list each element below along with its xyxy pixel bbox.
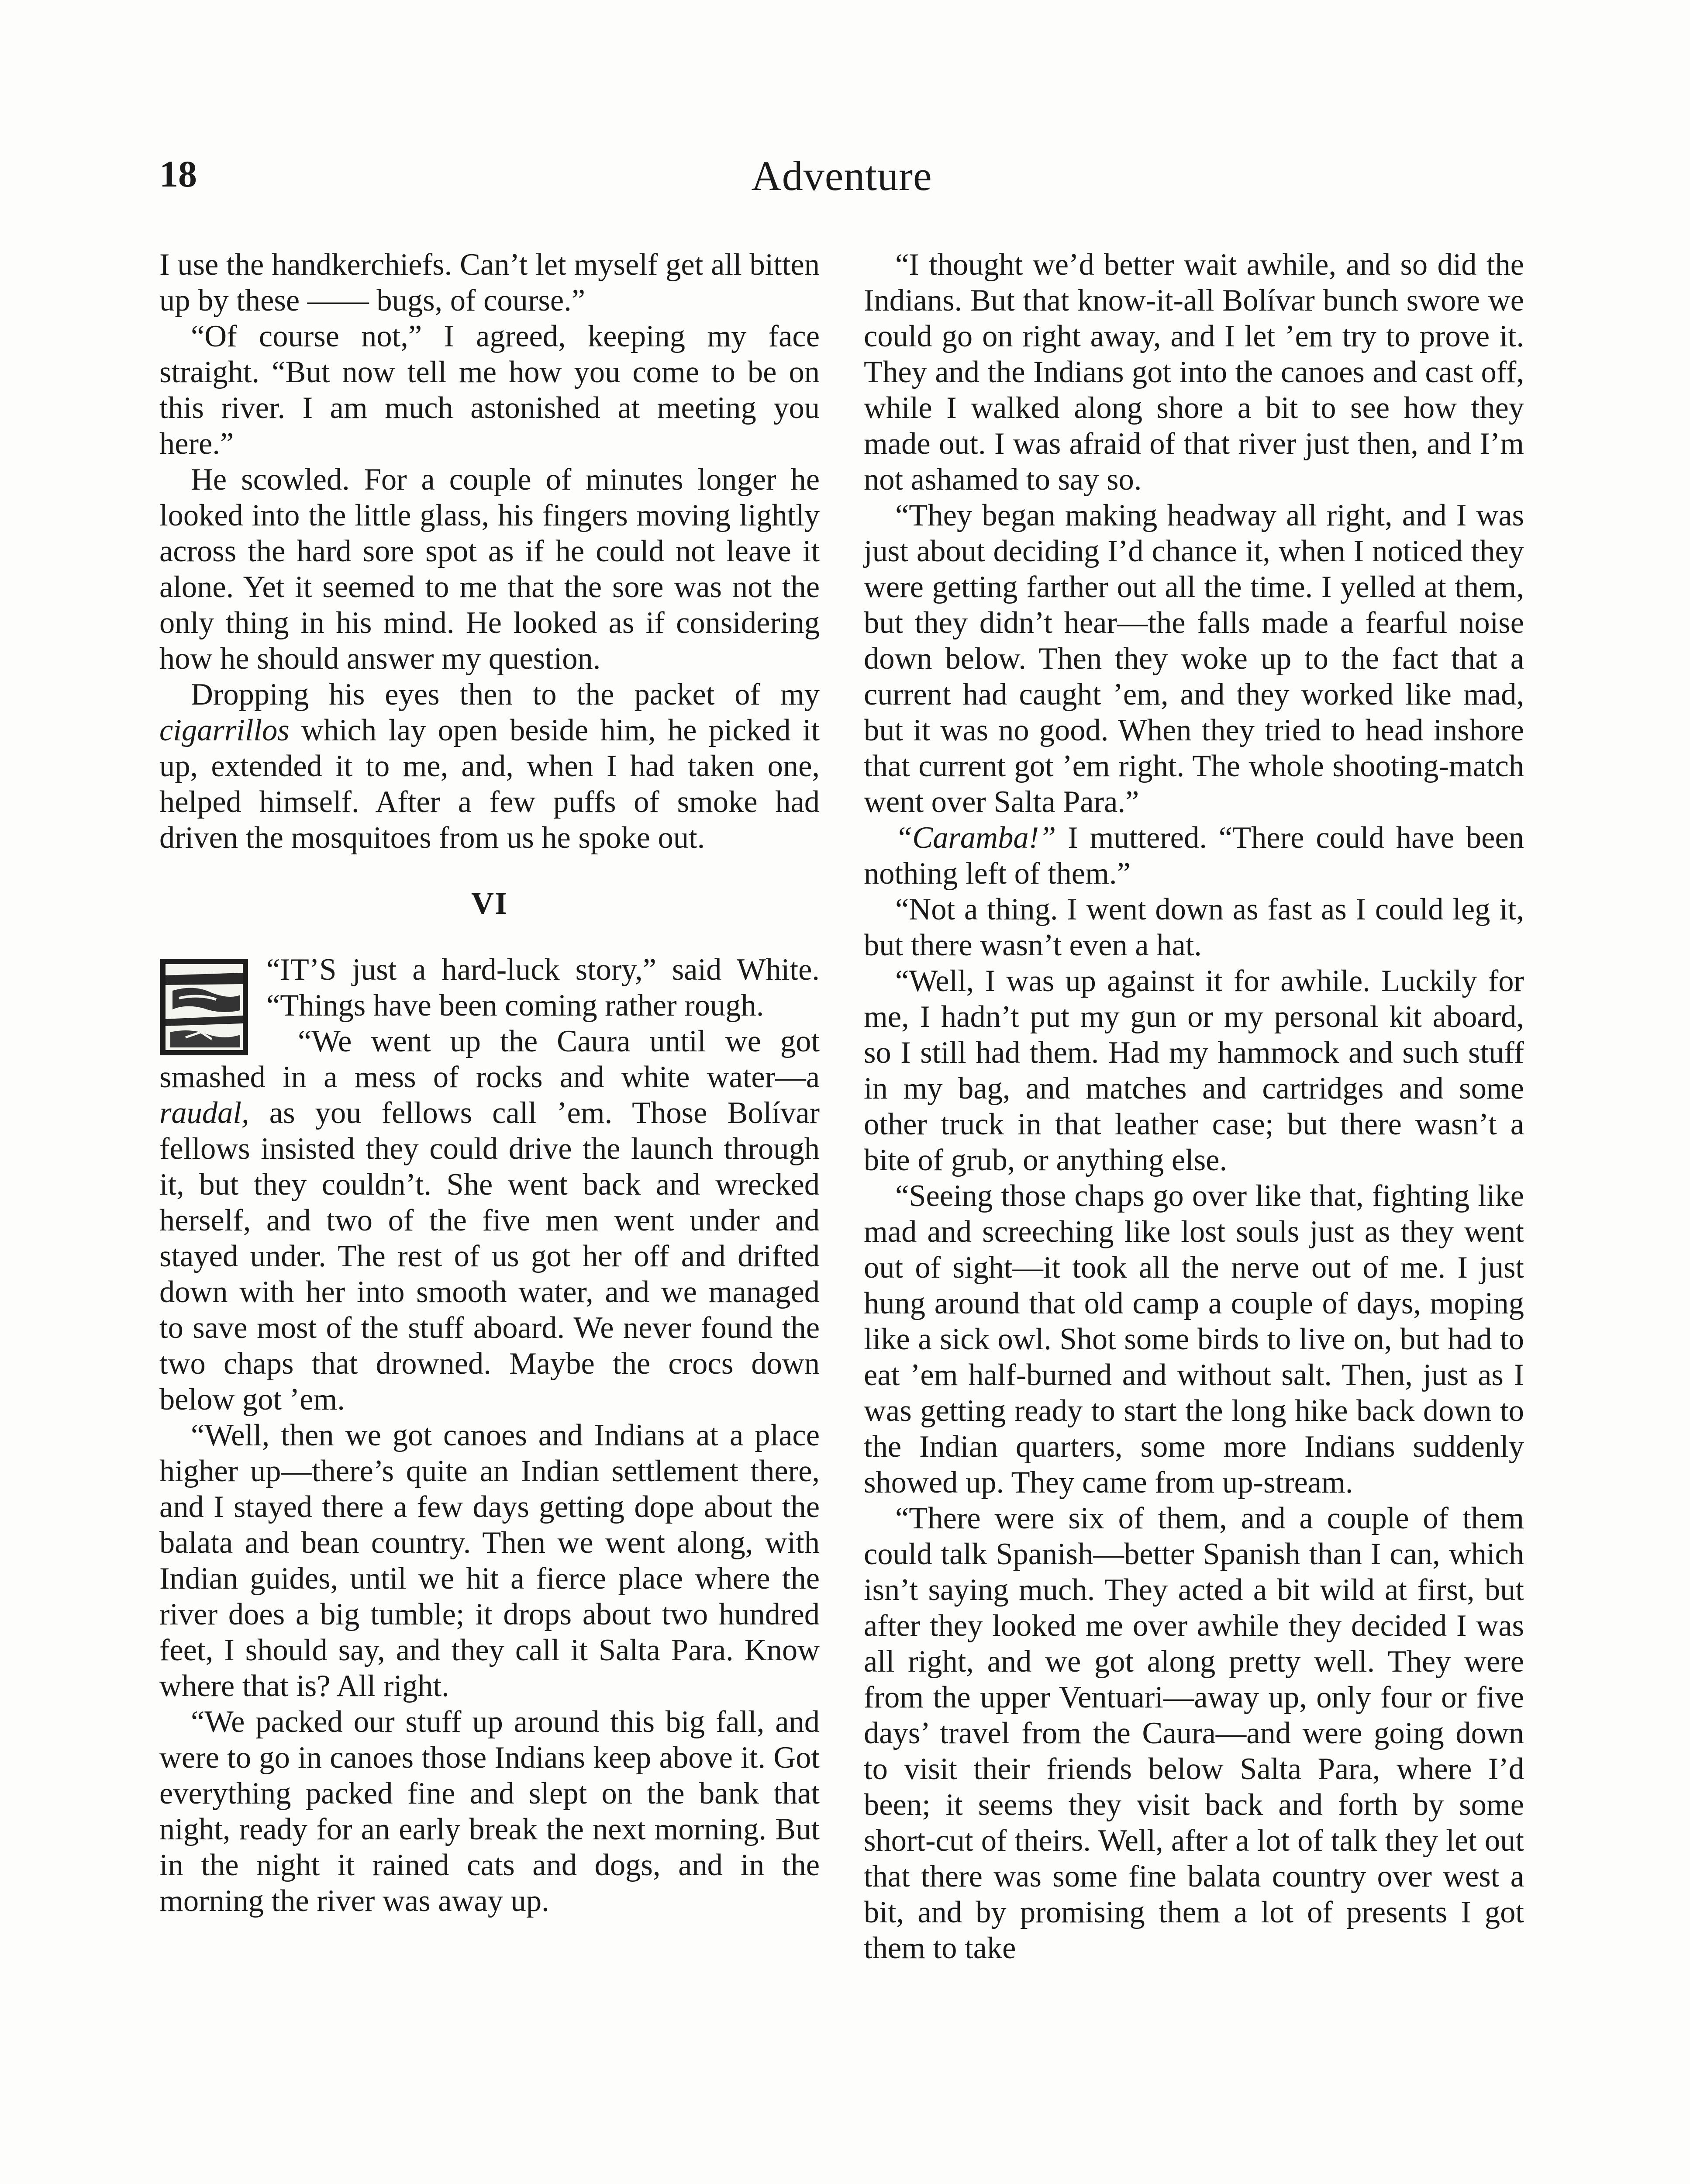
section-opening	[159, 952, 820, 1023]
left-column	[159, 247, 820, 1919]
section-heading: VI	[471, 886, 508, 921]
paragraph-text: which lay open beside him, he picked it up, extended it to me, and, when I had taken one, helped himself. After a few puffs of smoke had driven the mosquitoes from us he spoke out.	[159, 713, 820, 855]
paragraph: “Well, I was up against it for awhile. Luckily for me, I hadn’t put my gun or my personal kit aboard, so I still had them. Had my hammock and such stuff in my bag, and matches and cartridges and some other truck in that leather case; but there wasn’t a bite of grub, or anything else.	[864, 964, 1524, 1177]
paragraph: “They began making headway all right, and I was just about deciding I’d chance it, when I noticed they were getting farther out all the time. I yelled at them, but they didn’t hear—the falls made a fearful noise down below. Then they woke up to the fact that a current had caught ’em, and they worked like mad, but it was no good. When they tried to head inshore that current got ’em right. The whole shooting-match went over Salta Para.”	[864, 498, 1524, 819]
magazine-title: Adventure	[751, 152, 932, 199]
paragraph-text: “We went up the Caura until we got smashed in a mess of rocks and white water—a	[159, 1024, 820, 1094]
paragraph-text: Dropping his eyes then to the packet of my	[191, 677, 820, 712]
paragraph	[159, 1023, 820, 1417]
dropcap-illustration-icon	[159, 958, 249, 1056]
italic-word: raudal,	[159, 1096, 249, 1130]
paragraph: “Of course not,” I agreed, keeping my face straight. “But now tell me how you come to be on this river. I am much astonished at meeting you here.”	[159, 319, 820, 461]
paragraph	[864, 820, 1524, 892]
paragraph-text: as you fellows call ’em. Those Bolívar fellows insisted they could drive the launch through it, but they couldn’t. She went back and wrecked herself, and two of the five men went under and stayed under. The rest of us got her off and drifted down with her into smooth water, and we managed to save most of the stuff aboard. We never found the two chaps that drowned. Maybe the crocs down below got ’em.	[159, 1096, 820, 1417]
paragraph: He scowled. For a couple of minutes longer he looked into the little glass, his fingers moving lightly across the hard sore spot as if he could not leave it alone. Yet it seemed to me that the sore was not the only thing in his mind. He looked as if considering how he should answer my question.	[159, 463, 820, 676]
paragraph: “I thought we’d better wait awhile, and so did the Indians. But that know-it-all Bolívar bunch swore we could go on right away, and I let ’em try to prove it. They and the Indians got into the canoes and cast off, while I walked along shore a bit to see how they made out. I was afraid of that river just then, and I’m not ashamed to say so.	[864, 248, 1524, 497]
paragraph: I use the handkerchiefs. Can’t let myself get all bitten up by these —— bugs, of course.”	[159, 248, 820, 318]
paragraph: “We packed our stuff up around this big fall, and were to go in canoes those Indians keep above it. Got everything packed fine and slept on the bank that night, ready for an early break the next morning. But in the night it rained cats and dogs, and in the morning the river was away up.	[159, 1705, 820, 1918]
paragraph: “There were six of them, and a couple of them could talk Spanish—better Spanish than I can, which isn’t saying much. They acted a bit wild at first, but after they looked me over awhile they decided I was all right, and we got along pretty well. They were from the upper Ventuari—away up, only four or five days’ travel from the Caura—and were going down to visit their friends below Salta Para, where I’d been; it seems they visit back and forth by some short-cut of theirs. Well, after a lot of talk they let out that there was some fine balata country over west a bit, and by promising them a lot of presents I got them to take	[864, 1501, 1524, 1965]
paragraph	[159, 677, 820, 856]
paragraph: “IT’S just a hard-luck story,” said White. “Things have been coming rather rough.	[266, 953, 820, 1023]
paragraph: “Well, then we got canoes and Indians at a place higher up—there’s quite an Indian settlement there, and I stayed there a few days getting dope about the balata and bean country. Then we went along, with Indian guides, until we hit a fierce place where the river does a big tumble; it drops about two hundred feet, I should say, and they call it Salta Para. Know where that is? All right.	[159, 1418, 820, 1703]
paragraph: “Seeing those chaps go over like that, fighting like mad and screeching like lost souls just as they went out of sight—it took all the nerve out of me. I just hung around that old camp a couple of days, moping like a sick owl. Shot some birds to live on, but had to eat ’em half-burned and without salt. Then, just as I was getting ready to start the long hike back down to the Indian quarters, some more Indians suddenly showed up. They came from up-stream.	[864, 1179, 1524, 1500]
page-header	[159, 152, 1524, 216]
page-number: 18	[159, 153, 197, 195]
paragraph-text: I muttered. “There could have been nothing left of them.”	[864, 821, 1524, 891]
paragraph: “Not a thing. I went down as fast as I could leg it, but there wasn’t even a hat.	[864, 892, 1524, 962]
italic-word: cigarrillos	[159, 713, 290, 747]
right-column	[864, 247, 1524, 1966]
italic-word: “Caramba!”	[895, 821, 1056, 855]
